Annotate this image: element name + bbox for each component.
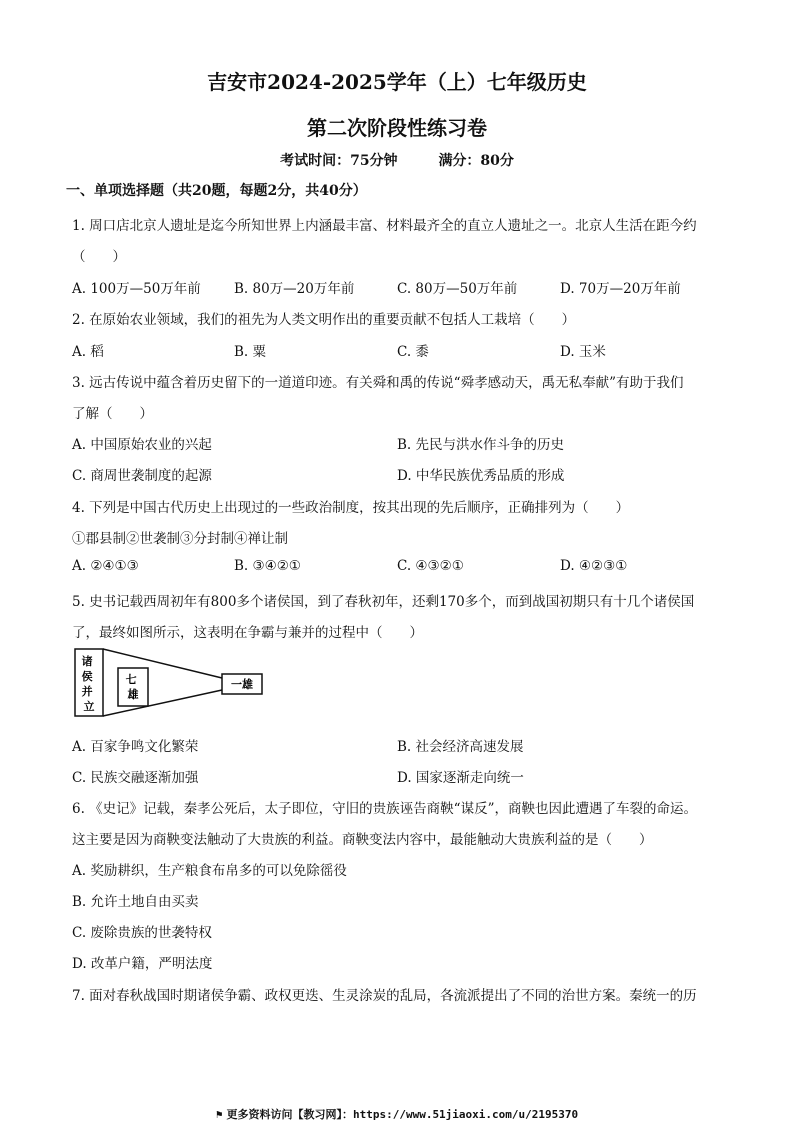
diagram-label-1-c1: 诸 bbox=[81, 655, 93, 668]
q3-option-d: D. 中华民族优秀品质的形成 bbox=[397, 468, 565, 484]
diagram-label-2-c1: 七 bbox=[125, 673, 137, 686]
q3-option-c: C. 商周世袭制度的起源 bbox=[72, 468, 212, 484]
question-1-text: 1. 周口店北京人遗址是迄今所知世界上内涵最丰富、材料最齐全的直立人遗址之一。北京人生活在距今约 bbox=[72, 218, 697, 234]
unification-funnel-diagram bbox=[74, 648, 270, 718]
q6-option-b: B. 允许土地自由买卖 bbox=[72, 894, 199, 910]
q2-option-b: B. 粟 bbox=[234, 344, 267, 360]
q2-option-c: C. 黍 bbox=[397, 344, 429, 360]
question-5-text-cont: 了，最终如图所示，这表明在争霸与兼并的过程中（ ） bbox=[72, 625, 423, 641]
q6-option-c: C. 废除贵族的世袭特权 bbox=[72, 925, 212, 941]
exam-title-line2: 第二次阶段性练习卷 bbox=[307, 116, 487, 140]
diagram-label-1-c3: 并 bbox=[81, 685, 93, 698]
q6-option-a: A. 奖励耕织，生产粮食布帛多的可以免除徭役 bbox=[72, 863, 347, 879]
funnel-upper-line bbox=[103, 649, 222, 678]
q4-option-c: C. ④③②① bbox=[397, 558, 464, 574]
diagram-label-3: 一雄 bbox=[231, 678, 253, 691]
q1-option-b: B. 80万—20万年前 bbox=[234, 281, 355, 297]
q5-option-b: B. 社会经济高速发展 bbox=[397, 739, 524, 755]
funnel-lower-line bbox=[103, 690, 222, 716]
q2-option-d: D. 玉米 bbox=[560, 344, 606, 360]
question-1-blank: （ ） bbox=[72, 249, 126, 265]
q4-option-d: D. ④②③① bbox=[560, 558, 628, 574]
q5-option-a: A. 百家争鸣文化繁荣 bbox=[72, 739, 199, 755]
diagram-label-1 bbox=[82, 654, 97, 713]
question-6-text: 6. 《史记》记载，秦孝公死后，太子即位，守旧的贵族诬告商鞅“谋反”，商鞅也因此遭遇了车裂的命运。 bbox=[72, 801, 697, 817]
diagram-label-2 bbox=[126, 672, 141, 701]
exam-time: 考试时间：75分钟 bbox=[280, 153, 398, 169]
q1-option-c: C. 80万—50万年前 bbox=[397, 281, 518, 297]
question-4-text: 4. 下列是中国古代历史上出现过的一些政治制度，按其出现的先后顺序，正确排列为（ ） bbox=[72, 500, 630, 516]
question-7-text: 7. 面对春秋战国时期诸侯争霸、政权更迭、生灵涂炭的乱局，各流派提出了不同的治世方案。秦统一的历 bbox=[72, 988, 697, 1004]
section-heading: 一、单项选择题（共20题，每题2分，共40分） bbox=[66, 183, 367, 199]
question-2-text: 2. 在原始农业领域，我们的祖先为人类文明作出的重要贡献不包括人工栽培（ ） bbox=[72, 312, 576, 328]
exam-title-line1: 吉安市2024-2025学年（上）七年级历史 bbox=[207, 70, 587, 94]
q6-option-d: D. 改革户籍，严明法度 bbox=[72, 956, 213, 972]
q1-option-a: A. 100万—50万年前 bbox=[72, 281, 201, 297]
flag-icon: ⚑ bbox=[215, 1108, 223, 1121]
exam-meta bbox=[0, 150, 794, 170]
footer-link[interactable] bbox=[0, 1106, 794, 1122]
diagram-label-1-c2: 侯 bbox=[81, 670, 93, 683]
q5-option-d: D. 国家逐渐走向统一 bbox=[397, 770, 524, 786]
question-3-text-cont: 了解（ ） bbox=[72, 406, 153, 422]
q3-option-a: A. 中国原始农业的兴起 bbox=[72, 437, 212, 453]
full-score: 满分：80分 bbox=[438, 153, 514, 169]
diagram-label-2-c2: 雄 bbox=[127, 688, 139, 701]
q3-option-b: B. 先民与洪水作斗争的历史 bbox=[397, 437, 565, 453]
question-3-text: 3. 远古传说中蕴含着历史留下的一道道印迹。有关舜和禹的传说“舜孝感动天，禹无私奉献”有助于我们 bbox=[72, 375, 684, 391]
q1-option-d: D. 70万—20万年前 bbox=[560, 281, 681, 297]
q5-option-c: C. 民族交融逐渐加强 bbox=[72, 770, 199, 786]
q4-option-b: B. ③④②① bbox=[234, 558, 301, 574]
diagram-label-1-c4: 立 bbox=[83, 700, 95, 713]
footer-text: 更多资料访问【教习网】：https://www.51jiaoxi.com/u/2195370 bbox=[226, 1108, 579, 1121]
question-6-text-cont: 这主要是因为商鞅变法触动了大贵族的利益。商鞅变法内容中，最能触动大贵族利益的是（ ） bbox=[72, 832, 653, 848]
question-4-items: ①郡县制②世袭制③分封制④禅让制 bbox=[72, 531, 288, 547]
question-5-text: 5. 史书记载西周初年有800多个诸侯国，到了春秋初年，还剩170多个，而到战国初期只有十几个诸侯国 bbox=[72, 594, 695, 610]
q2-option-a: A. 稻 bbox=[72, 344, 104, 360]
q4-option-a: A. ②④①③ bbox=[72, 558, 139, 574]
